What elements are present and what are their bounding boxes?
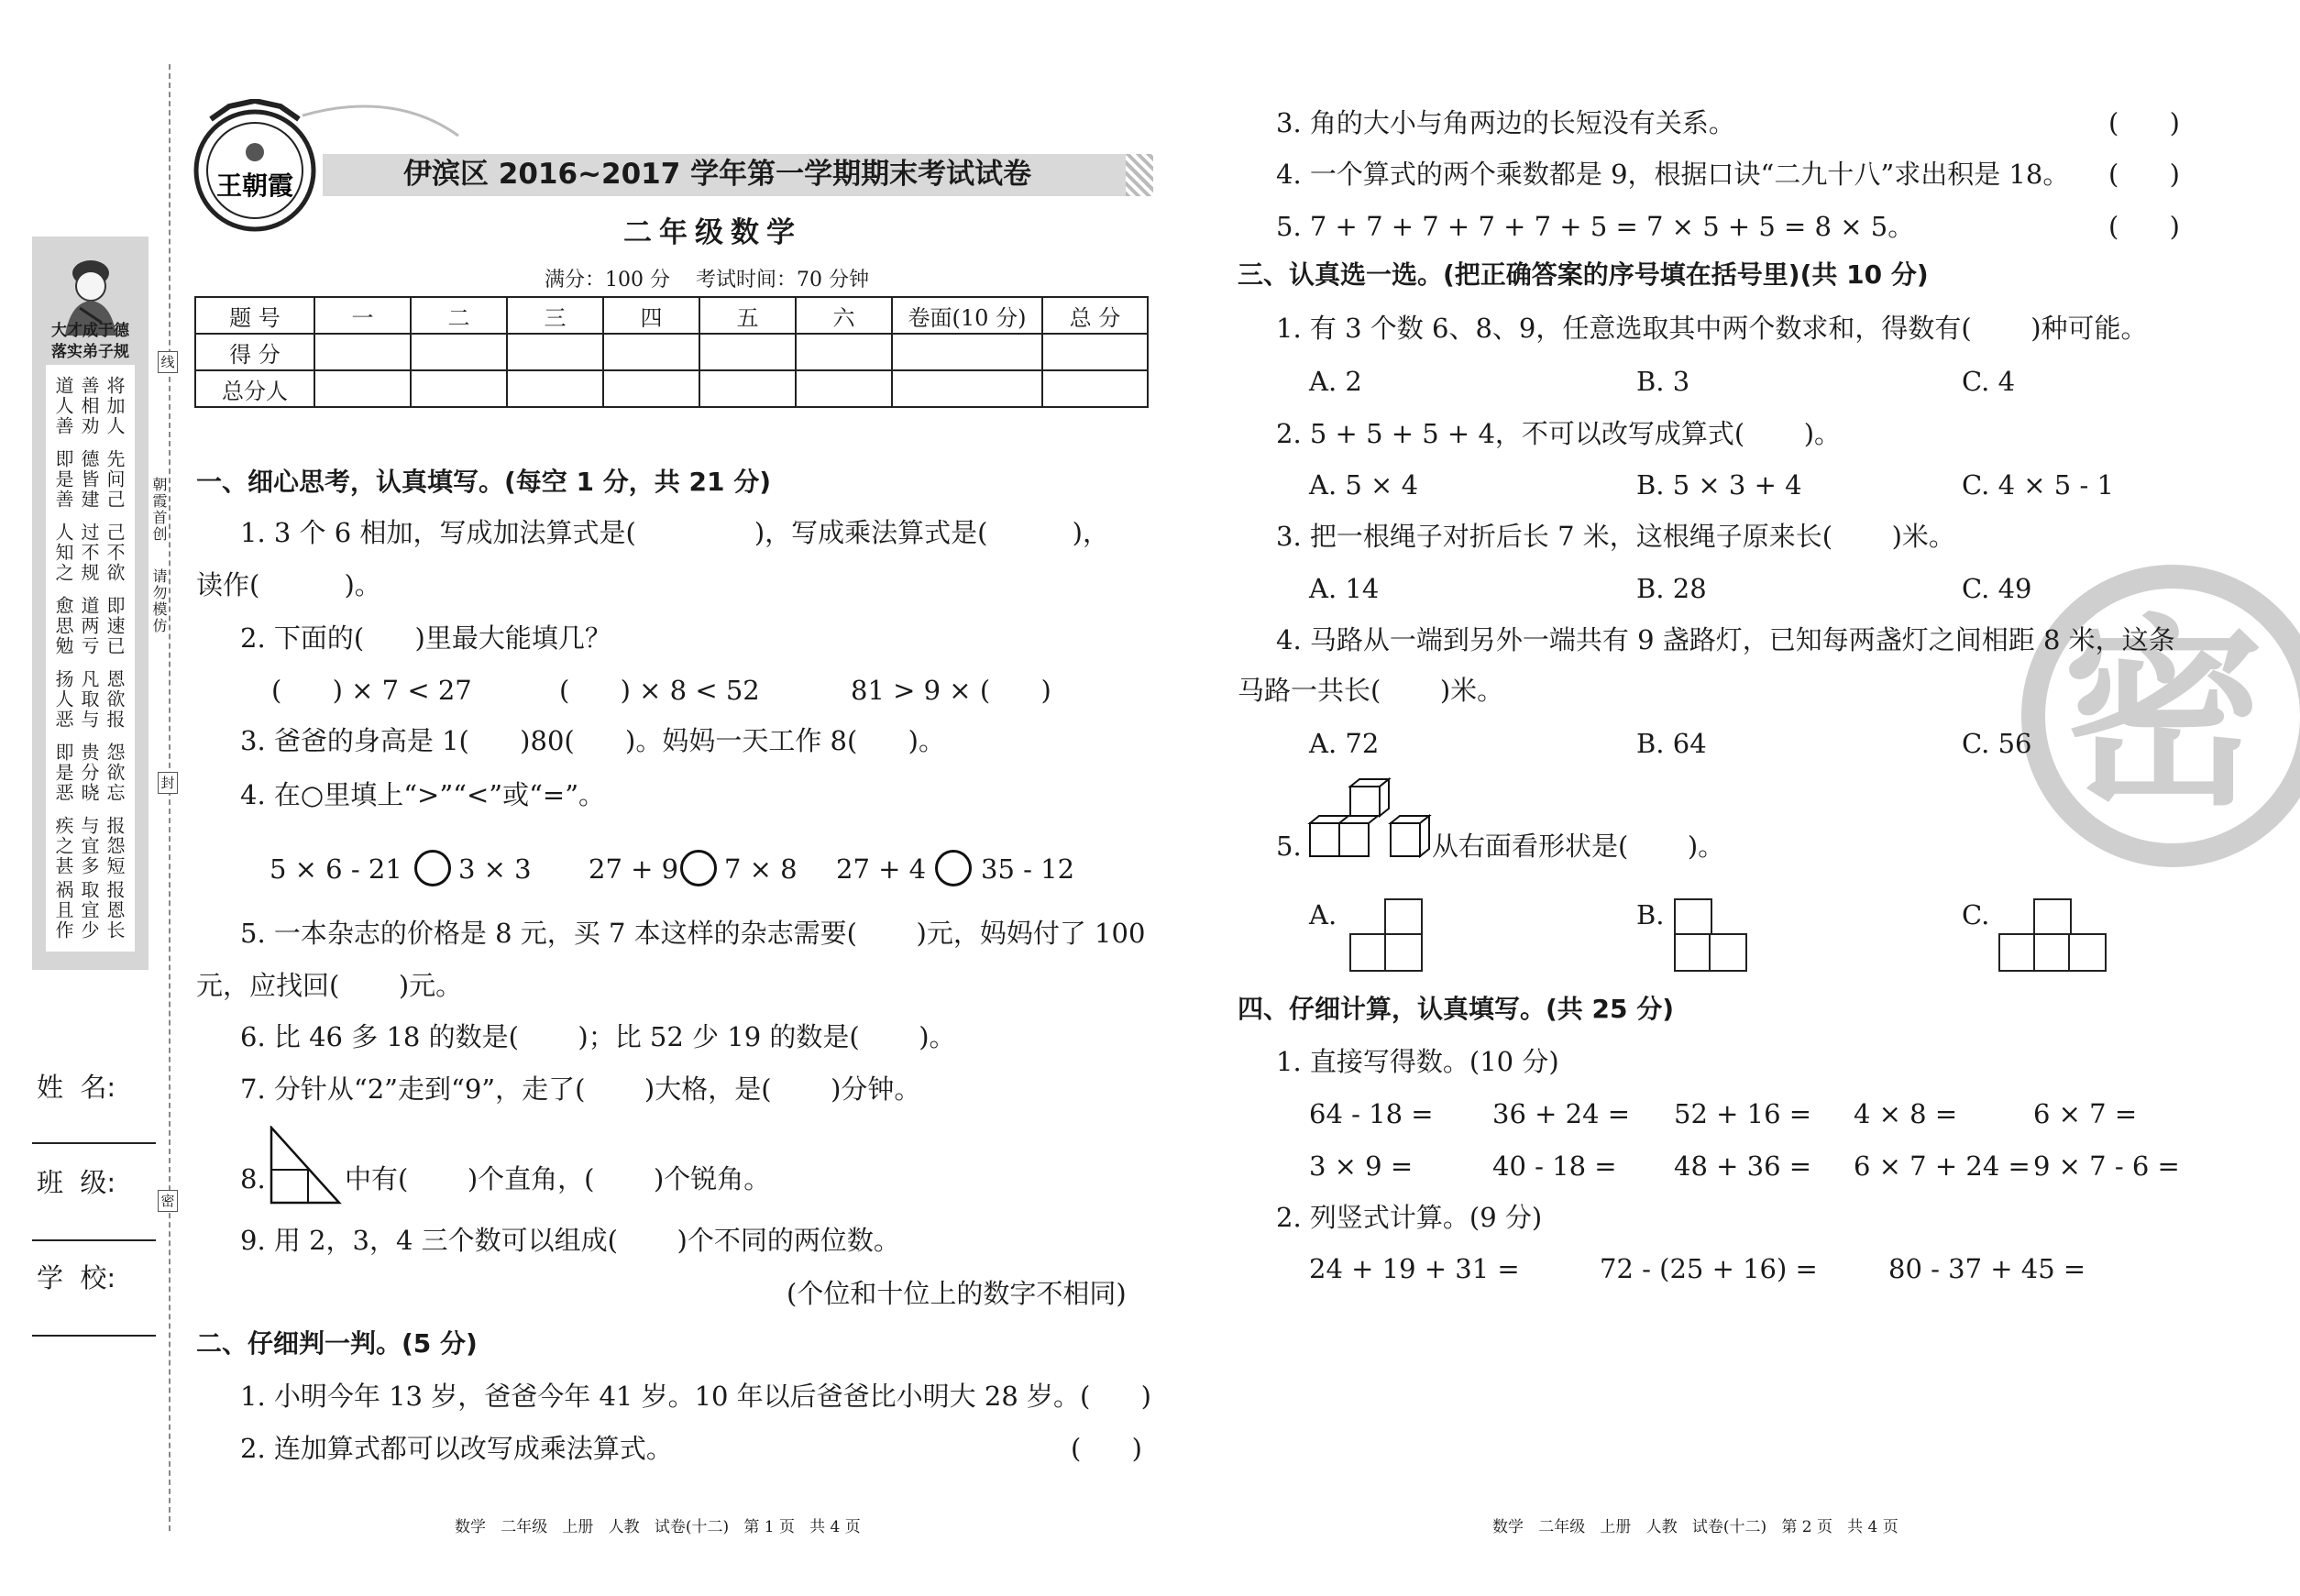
copyright-note-1: 朝霞首创	[150, 477, 168, 543]
motto-column: 与宜多	[78, 816, 100, 876]
s1-q4-c-left: 27 + 4	[836, 853, 927, 885]
sidebar-motto-panel	[32, 237, 149, 970]
logo-text: 王朝霞	[215, 171, 294, 201]
compare-circle[interactable]	[935, 850, 972, 886]
score-cell[interactable]	[507, 370, 603, 407]
motto-column: 扬人恶	[52, 669, 74, 730]
s2-question-5: 5. 7 + 7 + 7 + 7 + 7 + 5 = 7 × 5 + 5 = 8 × 5。	[1276, 211, 1915, 242]
s1-question-5-cont: 元，应找回( )元。	[196, 970, 463, 1001]
score-header-cell: 卷面(10 分)	[892, 297, 1042, 334]
motto-column: 贵分晓	[78, 743, 100, 803]
score-header-cell: 三	[507, 297, 603, 334]
section-3-heading: 三、认真选一选。(把正确答案的序号填在括号里)(共 10 分)	[1238, 259, 1929, 290]
s3-q4-option-b: B. 64	[1636, 728, 1707, 759]
motto-column: 即是善	[52, 449, 74, 510]
calc-item: 64 - 18 =	[1309, 1098, 1434, 1129]
name-label: 姓 名:	[37, 1072, 116, 1103]
s1-question-1-cont: 读作( )。	[196, 569, 381, 600]
calc-item: 6 × 7 + 24 =	[1854, 1150, 2030, 1182]
s2-question-4: 4. 一个算式的两个乘数都是 9，根据口诀“二九十八”求出积是 18。	[1276, 159, 2070, 190]
score-cell[interactable]	[411, 370, 507, 407]
s4-subheading-2: 2. 列竖式计算。(9 分)	[1276, 1202, 1543, 1233]
score-header-cell: 五	[699, 297, 796, 334]
score-header-cell: 一	[314, 297, 411, 334]
s1-q2-item-b: ( ) × 8 < 52	[559, 675, 760, 706]
section-2-heading: 二、仔细判一判。(5 分)	[196, 1328, 478, 1359]
cube-stack-figure	[1306, 776, 1433, 867]
s3-q2-option-a: A. 5 × 4	[1309, 469, 1419, 501]
motto-column: 过不规	[78, 523, 100, 583]
answer-bracket[interactable]: ( )	[1071, 1433, 1142, 1464]
score-cell[interactable]	[314, 370, 411, 407]
s3-question-5: 从右面看形状是( )。	[1432, 831, 1725, 862]
vertical-calc-item: 24 + 19 + 31 =	[1309, 1253, 1520, 1284]
calc-item: 9 × 7 - 6 =	[2033, 1150, 2180, 1182]
s1-question-7: 7. 分针从“2”走到“9”，走了( )大格，是( )分钟。	[240, 1073, 921, 1105]
answer-bracket[interactable]: ( )	[2108, 159, 2180, 190]
motto-column: 德皆建	[78, 449, 100, 510]
motto-column: 愈思勉	[52, 596, 74, 656]
footer-left: 数学 二年级 上册 人教 试卷(十二) 第 1 页 共 4 页	[455, 1518, 861, 1536]
motto-column: 怨欲忘	[104, 743, 126, 803]
view-square	[1384, 898, 1423, 937]
footer-right: 数学 二年级 上册 人教 试卷(十二) 第 2 页 共 4 页	[1492, 1518, 1898, 1536]
score-cell[interactable]	[603, 370, 699, 407]
motto-column: 恩欲报	[104, 669, 126, 730]
score-header-cell: 二	[411, 297, 507, 334]
s3-q4-option-c: C. 56	[1962, 728, 2032, 759]
motto-column: 祸且作	[52, 880, 74, 941]
s3-q1-option-c: C. 4	[1962, 366, 2016, 397]
motto-column: 人知之	[52, 523, 74, 583]
exam-meta: 满分：100 分 考试时间：70 分钟	[545, 269, 869, 292]
s2-question-2: 2. 连加算式都可以改写成乘法算式。	[240, 1433, 673, 1464]
view-square	[1998, 933, 2037, 972]
score-cell[interactable]	[796, 334, 892, 370]
s1-q4-b-left: 27 + 9	[589, 853, 679, 885]
s3-q2-option-c: C. 4 × 5 - 1	[1962, 469, 2114, 501]
s1-question-3: 3. 爸爸的身高是 1( )80( )。妈妈一天工作 8( )。	[240, 725, 945, 756]
score-header-cell: 总 分	[1042, 297, 1148, 334]
calc-item: 52 + 16 =	[1674, 1098, 1812, 1129]
vertical-calc-item: 72 - (25 + 16) =	[1600, 1253, 1818, 1284]
s3-q3-option-b: B. 28	[1636, 573, 1707, 604]
score-cell[interactable]	[1042, 334, 1148, 370]
score-header-cell: 四	[603, 297, 699, 334]
s1-question-2: 2. 下面的( )里最大能填几？	[240, 622, 611, 654]
view-square	[1349, 933, 1388, 972]
subject-title: 二年级数学	[623, 216, 802, 249]
score-header-cell: 六	[796, 297, 892, 334]
s1-question-9: 9. 用 2，3，4 三个数可以组成( )个不同的两位数。	[240, 1225, 900, 1256]
motto-column: 疾之甚	[52, 816, 74, 876]
score-header-cell: 题 号	[195, 297, 314, 334]
exam-title: 伊滨区 2016~2017 学年第一学期期末考试试卷	[403, 158, 1032, 191]
s1-q4-a-right: 3 × 3	[458, 853, 532, 885]
score-cell[interactable]	[699, 370, 796, 407]
answer-bracket[interactable]: ( )	[2108, 107, 2180, 138]
s1-question-6: 6. 比 46 多 18 的数是( )；比 52 少 19 的数是( )。	[240, 1021, 956, 1052]
score-cell[interactable]	[603, 334, 699, 370]
score-cell[interactable]	[699, 334, 796, 370]
s1-question-8: 中有( )个直角，( )个锐角。	[345, 1163, 771, 1194]
s3-question-5-number: 5.	[1276, 831, 1302, 862]
motto-line-1: 大才成于德	[51, 322, 129, 340]
motto-column: 将加人	[104, 376, 126, 436]
school-label: 学 校:	[37, 1262, 116, 1293]
s1-question-8-number: 8.	[240, 1163, 266, 1194]
calc-item: 4 × 8 =	[1854, 1098, 1958, 1129]
triangle-figure	[270, 1126, 343, 1206]
motto-column: 道两亏	[78, 596, 100, 656]
s3-q1-option-a: A. 2	[1309, 366, 1362, 397]
score-table	[194, 296, 1149, 408]
score-cell[interactable]	[411, 334, 507, 370]
school-field-line[interactable]	[32, 1335, 156, 1337]
watermark-char: 密	[2063, 598, 2265, 832]
s1-q2-item-a: ( ) × 7 < 27	[271, 675, 472, 706]
calc-item: 3 × 9 =	[1309, 1150, 1414, 1182]
s2-question-3: 3. 角的大小与角两边的长短没有关系。	[1276, 107, 1735, 138]
section-4-heading: 四、仔细计算，认真填写。(共 25 分)	[1238, 994, 1675, 1024]
motto-column: 先问己	[104, 449, 126, 510]
s3-question-1: 1. 有 3 个数 6、8、9，任意选取其中两个数求和，得数有( )种可能。	[1276, 313, 2148, 344]
score-cell[interactable]	[1042, 370, 1148, 407]
view-square	[1674, 898, 1712, 937]
s1-question-5: 5. 一本杂志的价格是 8 元，买 7 本这样的杂志需要( )元，妈妈付了 100	[240, 918, 1146, 949]
motto-column: 报恩长	[104, 880, 126, 941]
motto-column: 凡取与	[78, 669, 100, 730]
s1-question-9-note: (个位和十位上的数字不相同)	[787, 1278, 1127, 1309]
s3-q5-option-c: C.	[1962, 899, 1990, 930]
motto-column: 即是恶	[52, 743, 74, 803]
s1-question-4: 4. 在○里填上“>”“<”或“=”。	[240, 779, 606, 810]
copyright-note-2: 请勿模仿	[150, 568, 168, 634]
s2-question-1: 1. 小明今年 13 岁，爸爸今年 41 岁。10 年以后爸爸比小明大 28 岁。( )	[240, 1381, 1151, 1412]
score-row-label: 总分人	[195, 370, 314, 407]
s3-q1-option-b: B. 3	[1636, 366, 1690, 397]
view-square	[2033, 898, 2072, 937]
s1-q4-a-left: 5 × 6 - 21	[270, 853, 402, 885]
class-label: 班 级:	[37, 1167, 116, 1198]
score-row-label: 得 分	[195, 334, 314, 370]
view-square	[1674, 933, 1712, 972]
motto-column: 己不欲	[104, 523, 126, 583]
s3-q4-option-a: A. 72	[1309, 728, 1380, 759]
s3-q5-option-a: A.	[1309, 899, 1337, 930]
calc-item: 40 - 18 =	[1492, 1150, 1617, 1182]
s4-subheading-1: 1. 直接写得数。(10 分)	[1276, 1046, 1559, 1077]
section-1-heading: 一、细心思考，认真填写。(每空 1 分，共 21 分)	[196, 467, 772, 497]
score-cell[interactable]	[892, 334, 1042, 370]
motto-text-box	[46, 365, 135, 952]
seal-line	[169, 64, 171, 1531]
banner-pattern	[1126, 154, 1153, 196]
motto-column: 道人善	[52, 376, 74, 436]
s3-question-4-cont: 马路一共长( )米。	[1238, 675, 1504, 706]
class-field-line[interactable]	[32, 1239, 156, 1241]
s3-q5-option-b: B.	[1636, 899, 1665, 930]
s3-question-4: 4. 马路从一端到另外一端共有 9 盏路灯，已知每两盏灯之间相距 8 米，这条	[1276, 624, 2175, 655]
s3-question-2: 2. 5 + 5 + 5 + 4，不可以改写成算式( )。	[1276, 418, 1842, 449]
seal-char-mi: 密	[158, 1190, 178, 1212]
score-cell[interactable]	[507, 334, 603, 370]
s1-q4-b-right: 7 × 8	[724, 853, 798, 885]
s3-q3-option-c: C. 49	[1962, 573, 2032, 604]
calc-item: 48 + 36 =	[1674, 1150, 1812, 1182]
s1-q2-item-c: 81 > 9 × ( )	[851, 675, 1051, 706]
view-square	[2068, 933, 2107, 972]
name-field-line[interactable]	[32, 1142, 156, 1144]
seal-char-xian: 线	[158, 351, 178, 373]
view-square	[1709, 933, 1747, 972]
calc-item: 36 + 24 =	[1492, 1098, 1631, 1129]
s1-question-1: 1. 3 个 6 相加，写成加法算式是( )，写成乘法算式是( )，	[240, 517, 1109, 548]
seal-char-feng: 封	[158, 772, 178, 794]
vertical-calc-item: 80 - 37 + 45 =	[1888, 1253, 2086, 1284]
compare-circle[interactable]	[414, 850, 451, 886]
s3-q2-option-b: B. 5 × 3 + 4	[1636, 469, 1802, 501]
motto-column: 报怨短	[104, 816, 126, 876]
s1-q4-c-right: 35 - 12	[981, 853, 1075, 885]
score-cell[interactable]	[314, 334, 411, 370]
motto-line-2: 落实弟子规	[51, 343, 129, 361]
motto-column: 取宜少	[78, 880, 100, 941]
view-square	[2033, 933, 2072, 972]
answer-bracket[interactable]: ( )	[2108, 211, 2180, 242]
calc-item: 6 × 7 =	[2033, 1098, 2138, 1129]
score-cell[interactable]	[892, 370, 1042, 407]
view-square	[1384, 933, 1423, 972]
score-cell[interactable]	[796, 370, 892, 407]
compare-circle[interactable]	[680, 850, 717, 886]
motto-column: 善相劝	[78, 376, 100, 436]
s3-q3-option-a: A. 14	[1309, 573, 1380, 604]
s3-question-3: 3. 把一根绳子对折后长 7 米，这根绳子原来长( )米。	[1276, 521, 1955, 552]
motto-column: 即速已	[104, 596, 126, 656]
